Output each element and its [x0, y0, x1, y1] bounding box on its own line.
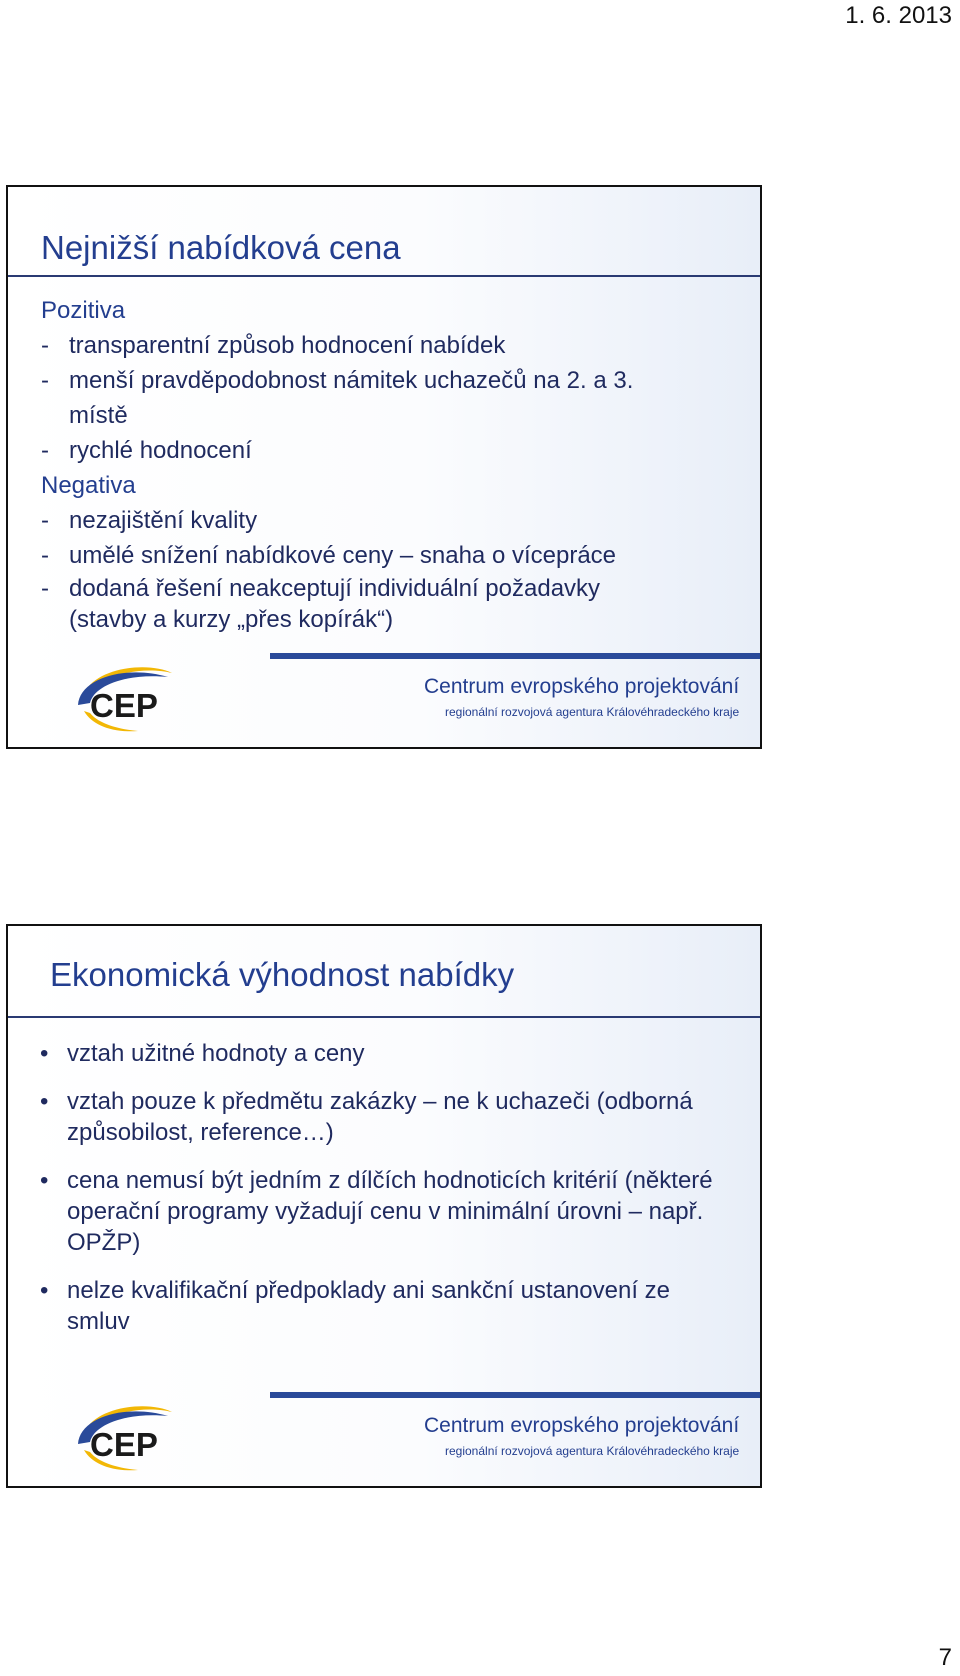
cep-logo: [68, 659, 208, 739]
footer-bar: [270, 653, 760, 659]
list-item: • vztah pouze k předmětu zakázky – ne k uchazeči (odborná způsobilost, reference…): [38, 1086, 753, 1148]
slide-body: [41, 293, 741, 635]
org-name: Centrum evropského projektování: [424, 1414, 740, 1437]
svg-text:CEP: CEP: [90, 1426, 158, 1463]
list-item: - nezajištění kvality: [41, 503, 741, 538]
positives-heading: Pozitiva: [41, 297, 126, 324]
negatives-heading: Negativa: [41, 472, 136, 499]
list-item: - umělé snížení nabídkové ceny – snaha o vícepráce: [41, 538, 741, 573]
list-item: - menší pravděpodobnost námitek uchazečů na 2. a 3. místě: [41, 363, 649, 433]
org-subtitle: regionální rozvojová agentura Královéhradeckého kraje: [445, 1444, 740, 1458]
list-item: • cena nemusí být jedním z dílčích hodnoticích kritérií (některé operační programy vyžadují cenu v minimální úrovni – např. OPŽP): [38, 1165, 753, 1258]
svg-text:CEP: CEP: [90, 687, 158, 724]
list-item: - dodaná řešení neakceptují individuální požadavky (stavby a kurzy „přes kopírák“): [41, 573, 659, 635]
slide-body: [38, 1038, 753, 1354]
slide-footer: [8, 653, 760, 747]
page-number: 7: [938, 1644, 952, 1671]
list-item: - transparentní způsob hodnocení nabídek: [41, 328, 741, 363]
slide-footer: [8, 1392, 760, 1486]
list-item: • nelze kvalifikační předpoklady ani sankční ustanovení ze smluv: [38, 1275, 707, 1337]
slide-title-text: Nejnižší nabídková cena: [41, 229, 401, 266]
page-date: 1. 6. 2013: [845, 2, 952, 29]
list-item: - rychlé hodnocení: [41, 433, 741, 468]
slide-title: [8, 926, 760, 1018]
list-item: • vztah užitné hodnoty a ceny: [38, 1038, 753, 1069]
footer-bar: [270, 1392, 760, 1398]
slide-economic-advantage: [6, 924, 762, 1488]
slide-lowest-price: [6, 185, 762, 749]
org-name: Centrum evropského projektování: [424, 675, 740, 698]
slide-title: [8, 187, 760, 277]
org-subtitle: regionální rozvojová agentura Královéhradeckého kraje: [445, 705, 740, 719]
cep-logo: [68, 1398, 208, 1478]
slide-title-text: Ekonomická výhodnost nabídky: [50, 956, 515, 993]
